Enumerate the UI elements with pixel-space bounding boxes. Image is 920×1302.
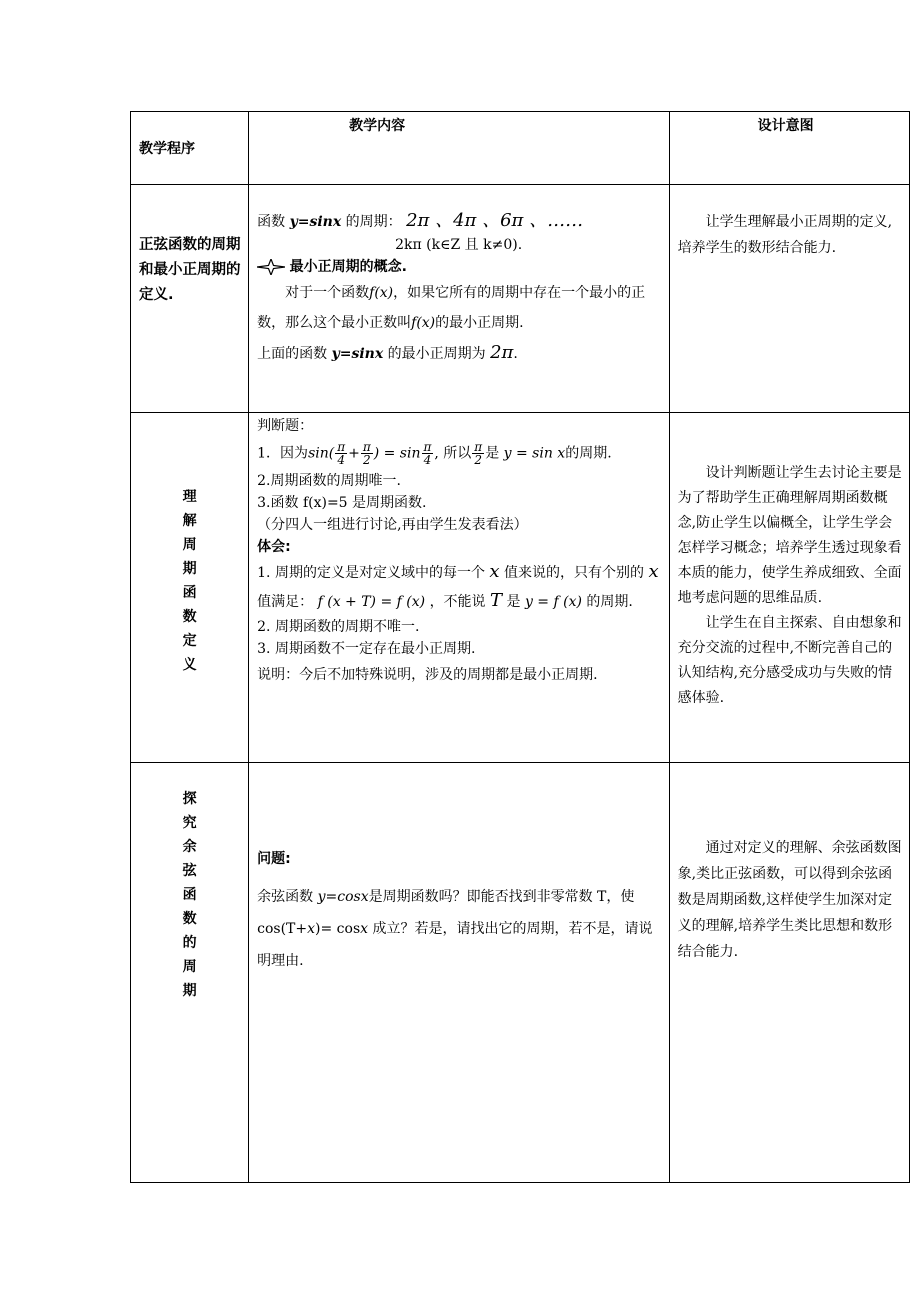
frac-den: 2 (362, 453, 371, 467)
reflection-point-1 (257, 558, 663, 616)
row3-intent: 通过对定义的理解、余弦函数图象,类比正弦函数，可以得到余弦函数是周期函数,这样使学生加深对定义的理解,培养学生类比思想和数形结合能力. (677, 840, 902, 960)
q1-func: y = sin x (503, 445, 566, 462)
judge-question-1 (257, 441, 663, 466)
row-explore-cosine (131, 763, 910, 1183)
sine-periods-line (257, 207, 663, 235)
row2-label-char: 期 (182, 561, 197, 577)
sine-function: y=sinx (289, 214, 342, 230)
fraction (422, 441, 434, 466)
lesson-plan-table (130, 111, 910, 1183)
conclusion-text-b: 的最小正周期为 (387, 346, 486, 363)
row3-label-char: 余 (182, 839, 197, 855)
p1-text-c: 值满足： (257, 594, 314, 610)
judge-question-2: 2.周期函数的周期唯一. (257, 473, 401, 489)
reflection-title: 体会: (257, 539, 291, 555)
p1-x: x (489, 561, 500, 582)
q-text-c: )= cos (315, 921, 361, 937)
conclusion-line (257, 338, 663, 369)
row2-label-cell (131, 413, 249, 763)
general-period-line: 2kπ (k∈Z 且 k≠0). (395, 236, 523, 253)
cosine-function: y=cosx (317, 889, 369, 905)
four-point-star-icon (257, 259, 285, 275)
q-x2: x (360, 921, 369, 937)
frac-num: π (337, 440, 346, 454)
q-x: x (307, 921, 316, 937)
row2-intent-2: 让学生在自主探索、自由想象和充分交流的过程中,不断完善自己的认知结构,充分感受成功与失败的情感体验. (677, 615, 902, 706)
q-text-d: 成立？若是，请找出它的周期，若不是，请说明理由. (257, 921, 653, 969)
row1-content-cell (249, 185, 670, 413)
row1-label-cell (131, 185, 249, 413)
reflection-point-2: 2. 周期函数的周期不唯一. (257, 619, 420, 635)
p1-text-e: 是 (506, 594, 521, 610)
fraction (335, 441, 347, 466)
row2-label-char: 数 (182, 609, 197, 625)
row3-label-char: 期 (182, 983, 197, 999)
concept-title-line (257, 257, 663, 279)
frac-num: π (362, 440, 371, 454)
q1-text-c: 是 (485, 445, 500, 462)
row2-label (131, 413, 248, 677)
concept-title: 最小正周期的概念. (289, 258, 407, 275)
q1-eq: ) = sin (373, 445, 421, 462)
frac-num: π (474, 440, 483, 454)
q1-text-b: , 所以 (434, 445, 472, 462)
q1-plus: + (348, 445, 360, 462)
concept-text-c: 的最小正周期. (435, 315, 524, 332)
q1-sin: sin( (308, 445, 335, 462)
p1-text-a: 1. 周期的定义是对定义域中的每一个 (257, 565, 485, 581)
header-intent: 设计意图 (757, 118, 814, 134)
row1-label: 正弦函数的周期和最小正周期的定义. (139, 237, 241, 303)
row3-intent-cell (669, 763, 909, 1183)
row3-label-char: 探 (182, 791, 197, 807)
concept-text-b: ，如果它所有的周期中存在一个最小的正数，那么这个最小正数叫 (257, 285, 646, 332)
conclusion-value: 2π (490, 342, 514, 364)
p1-x2: x (648, 561, 659, 582)
conclusion-end: . (513, 346, 518, 363)
judge-question-3: 3.函数 f(x)=5 是周期函数. (257, 495, 427, 511)
concept-fx: f(x) (369, 285, 394, 302)
frac-den: 2 (474, 453, 483, 467)
fraction (472, 441, 484, 466)
row2-label-char: 理 (182, 489, 197, 505)
judge-title: 判断题： (257, 418, 314, 434)
row3-content-cell (249, 763, 670, 1183)
row3-label-char: 函 (182, 887, 197, 903)
q-text-a: 余弦函数 (257, 889, 314, 905)
frac-den: 4 (423, 453, 432, 467)
row2-label-char: 义 (182, 657, 197, 673)
p1-T: T (490, 590, 503, 611)
header-row (131, 112, 910, 185)
concept-definition (257, 278, 663, 338)
text-function-prefix: 函数 (257, 214, 286, 230)
row1-intent-cell (669, 185, 909, 413)
row3-label-char: 的 (182, 935, 197, 951)
row3-label-char: 弦 (182, 863, 197, 879)
frac-den: 4 (337, 453, 345, 467)
row2-intent-cell (669, 413, 909, 763)
row3-label-char: 数 (182, 911, 197, 927)
explanation-note: 说明：今后不加特殊说明，涉及的周期都是最小正周期. (257, 667, 598, 683)
periods-list: 2π 、4π 、6π 、…… (406, 210, 584, 231)
q-text-b: 是周期函数吗？即能否找到非零常数 T，使 cos(T+ (257, 889, 635, 937)
row2-label-char: 函 (182, 585, 197, 601)
row3-label (131, 763, 248, 1003)
discussion-note: （分四人一组进行讨论,再由学生发表看法） (257, 517, 528, 533)
header-procedure-cell (131, 112, 249, 185)
row3-label-char: 周 (182, 959, 197, 975)
row1-intent: 让学生理解最小正周期的定义,培养学生的数形结合能力. (677, 214, 893, 256)
header-intent-cell (669, 112, 909, 185)
conclusion-func: y=sinx (331, 346, 384, 363)
p1-equation: f (x + T) = f (x) (317, 594, 426, 610)
row-sine-period (131, 185, 910, 413)
reflection-point-3: 3. 周期函数不一定存在最小正周期. (257, 641, 476, 657)
header-procedure: 教学程序 (139, 141, 195, 157)
row2-label-char: 解 (182, 513, 197, 529)
question-title: 问题: (257, 851, 291, 867)
p1-text-b: 值来说的，只有个别的 (504, 565, 645, 581)
fraction (361, 441, 373, 466)
header-content-cell (249, 112, 670, 185)
concept-fx2: f(x) (411, 315, 436, 332)
p1-text-d: ，不能说 (429, 594, 486, 610)
row3-label-char: 究 (182, 815, 197, 831)
header-content: 教学内容 (349, 118, 406, 134)
row2-intent-1: 设计判断题让学生去讨论主要是为了帮助学生正确理解周期函数概念,防止学生以偏概全，让学生学会怎样学习概念；培养学生透过现象看本质的能力，使学生养成细致、全面地考虑问题的思维品质. (677, 465, 902, 606)
row2-label-char: 周 (182, 537, 197, 553)
text-periods-label: 的周期： (345, 214, 402, 230)
p1-equation-2: y = f (x) (524, 594, 582, 610)
row2-content-cell (249, 413, 670, 763)
cosine-question (257, 881, 663, 977)
q1-text-d: 的周期. (565, 445, 612, 462)
q1-text-a: 1．因为 (257, 445, 309, 462)
conclusion-text-a: 上面的函数 (257, 346, 328, 363)
row-understand-definition (131, 413, 910, 763)
frac-num: π (423, 440, 432, 454)
row3-label-cell (131, 763, 249, 1183)
row2-label-char: 定 (182, 633, 197, 649)
p1-text-f: 的周期. (586, 594, 633, 610)
concept-text-a: 对于一个函数 (285, 285, 370, 302)
